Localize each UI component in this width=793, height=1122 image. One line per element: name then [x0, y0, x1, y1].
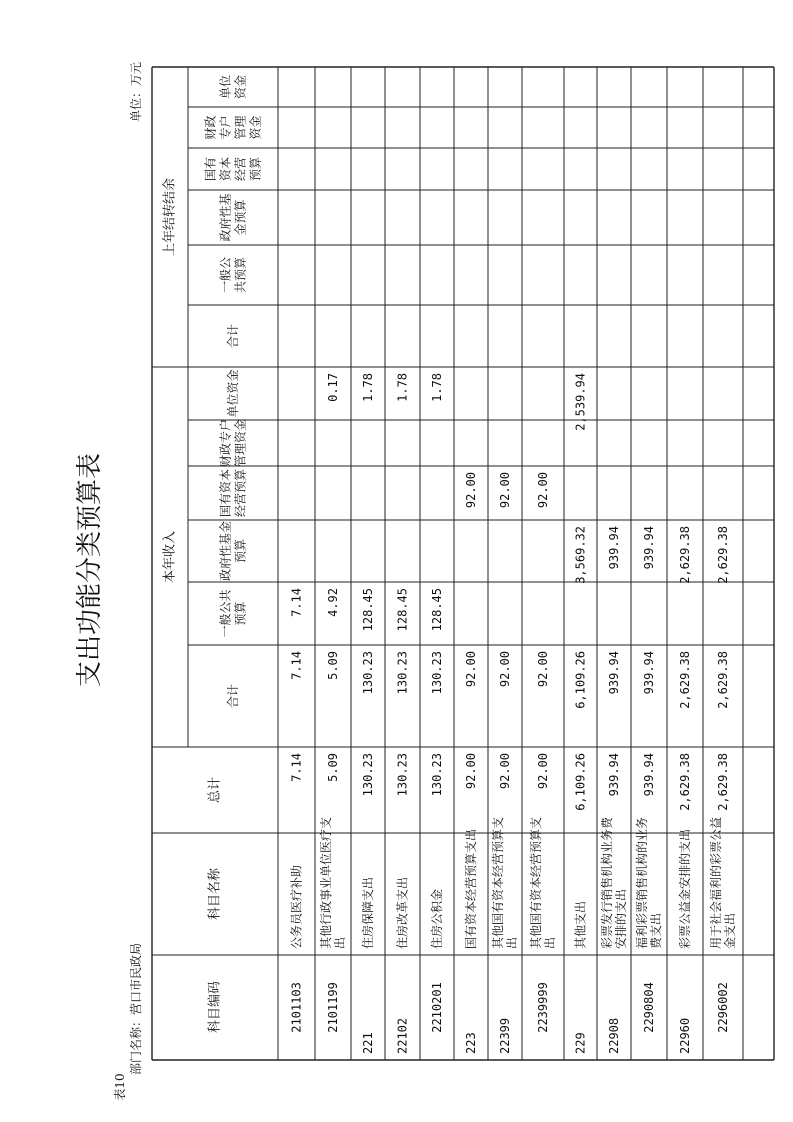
row-name-line: 用于社会福利的彩票公益 — [709, 816, 723, 949]
header-co-special: 资金 — [248, 115, 263, 140]
cell-total: 2,629.38 — [716, 753, 730, 811]
cell-total: 92.00 — [536, 753, 550, 790]
cell-total: 130.23 — [361, 753, 375, 797]
row-name: 住房公积金 — [430, 888, 444, 949]
row-code: 2296002 — [716, 982, 730, 1033]
cell-cy-state: 92.00 — [464, 472, 478, 509]
row-code: 2239999 — [536, 982, 550, 1033]
cell-cy-unit: 1.78 — [361, 373, 375, 402]
header-cy-general: 预算 — [233, 601, 248, 626]
row-name: 国有资本经营预算支出 — [464, 828, 478, 949]
row-name: 住房改革支出 — [395, 876, 410, 949]
cell-total: 130.23 — [395, 753, 410, 797]
cell-cy-total: 5.09 — [326, 651, 340, 680]
header-co-unit: 资金 — [233, 74, 248, 100]
header-code: 科目编码 — [207, 980, 223, 1034]
row-code: 22908 — [607, 1017, 621, 1054]
cell-total: 5.09 — [326, 753, 340, 782]
header-carryover: 上年结转结余 — [162, 177, 178, 257]
unit-label: 单位：万元 — [129, 61, 143, 123]
cell-cy-unit: 1.78 — [430, 373, 444, 402]
cell-cy-fund: 3,569.32 — [573, 526, 588, 584]
header-cy-unit: 单位资金 — [226, 369, 240, 418]
cell-cy-unit: 1.78 — [395, 373, 410, 402]
row-code: 22399 — [498, 1017, 512, 1054]
row-code: 2101103 — [289, 982, 304, 1033]
row-name-line: 彩票发行销售机构业务费 — [600, 816, 614, 949]
row-name: 其他支出 — [573, 900, 588, 949]
row-name: 彩票公益金安排的支出 — [678, 828, 692, 949]
header-cy-fund: 政府性基金 — [218, 520, 233, 582]
header-total: 总计 — [207, 776, 223, 804]
row-code: 229 — [573, 1032, 588, 1054]
cell-cy-total: 6,109.26 — [573, 651, 588, 709]
department-name: 部门名称：营口市民政局 — [129, 942, 143, 1076]
cell-cy-general: 4.92 — [326, 588, 340, 617]
cell-cy-total: 130.23 — [430, 651, 444, 695]
row-name-line: 其他国有资本经营预算支 — [491, 816, 505, 949]
cell-cy-general: 128.45 — [361, 588, 375, 632]
header-cy-total: 合计 — [226, 683, 240, 709]
cell-cy-total: 939.94 — [642, 651, 656, 695]
cell-cy-total: 2,629.38 — [716, 651, 730, 709]
cell-total: 7.14 — [289, 753, 304, 782]
cell-cy-total: 130.23 — [361, 651, 375, 695]
cell-cy-total: 92.00 — [464, 651, 478, 688]
row-code: 2290804 — [642, 982, 656, 1033]
page-title: 支出功能分类预算表 — [75, 452, 105, 688]
cell-total: 2,629.38 — [678, 753, 692, 811]
header-co-fund: 政府性基 — [218, 193, 233, 242]
cell-total: 92.00 — [498, 753, 512, 790]
cell-cy-total: 7.14 — [289, 651, 304, 680]
table-number: 表10 — [113, 1073, 127, 1101]
row-name-line: 费支出 — [649, 912, 663, 949]
cell-cy-fund: 2,629.38 — [716, 526, 730, 584]
cell-cy-general: 7.14 — [289, 588, 304, 617]
row-name-line: 出 — [333, 936, 347, 949]
header-co-special: 财政 — [203, 115, 218, 140]
cell-total: 6,109.26 — [573, 753, 588, 811]
header-co-special: 管理 — [233, 115, 248, 140]
cell-cy-general: 128.45 — [430, 588, 444, 632]
row-name-line: 福利彩票销售机构的业务 — [635, 816, 649, 949]
header-co-state: 资本 — [218, 156, 233, 182]
row-code: 22960 — [678, 1017, 692, 1054]
cell-total: 939.94 — [642, 753, 656, 797]
header-cy-state: 经营预算 — [233, 468, 248, 518]
row-name: 公务员医疗补助 — [289, 864, 304, 949]
header-cy-special: 财政专户 — [218, 418, 233, 468]
header-co-general: 一般公 — [218, 256, 233, 294]
cell-cy-fund: 939.94 — [642, 526, 656, 570]
cell-cy-total: 92.00 — [498, 651, 512, 688]
header-current-year: 本年收入 — [162, 530, 178, 584]
cell-total: 92.00 — [464, 753, 478, 790]
cell-cy-unit: 0.17 — [326, 373, 340, 402]
row-code: 2210201 — [430, 982, 444, 1033]
row-name: 住房保障支出 — [361, 876, 375, 949]
header-co-general: 共预算 — [233, 256, 248, 294]
row-code: 22102 — [395, 1017, 410, 1054]
header-co-state: 预算 — [248, 156, 263, 182]
header-name: 科目名称 — [207, 867, 223, 921]
cell-total: 130.23 — [430, 753, 444, 797]
header-co-special: 专户 — [218, 115, 233, 140]
header-cy-general: 一般公共 — [218, 589, 233, 638]
header-co-fund: 金预算 — [233, 199, 248, 236]
row-name-line: 出 — [505, 936, 519, 949]
row-name-line: 金支出 — [723, 912, 737, 949]
cell-cy-fund: 2,629.38 — [678, 526, 692, 584]
cell-cy-unit: 2,539.94 — [573, 373, 588, 431]
header-co-total: 合计 — [226, 323, 240, 349]
cell-cy-state: 92.00 — [498, 472, 512, 509]
cell-cy-fund: 939.94 — [607, 526, 621, 570]
cell-cy-total: 130.23 — [395, 651, 410, 695]
header-cy-state: 国有资本 — [218, 468, 233, 518]
cell-cy-general: 128.45 — [395, 588, 410, 632]
row-code: 223 — [464, 1032, 478, 1054]
cell-cy-total: 92.00 — [536, 651, 550, 688]
cell-cy-total: 2,629.38 — [678, 651, 692, 709]
row-code: 221 — [361, 1032, 375, 1054]
cell-cy-total: 939.94 — [607, 651, 621, 695]
row-name-line: 其他国有资本经营预算支 — [529, 816, 543, 949]
row-name-line: 出 — [543, 936, 557, 949]
cell-cy-state: 92.00 — [536, 472, 550, 509]
row-name-line: 其他行政事业单位医疗支 — [319, 816, 333, 949]
header-co-unit: 单位 — [218, 74, 233, 100]
header-co-state: 国有 — [203, 156, 218, 182]
header-cy-special: 管理资金 — [233, 418, 248, 468]
table-texts — [75, 62, 737, 1101]
cell-total: 939.94 — [607, 753, 621, 797]
header-cy-fund: 预算 — [233, 538, 248, 564]
row-code: 2101199 — [326, 982, 340, 1033]
header-co-state: 经营 — [233, 156, 248, 182]
row-name-line: 安排的支出 — [614, 888, 628, 949]
